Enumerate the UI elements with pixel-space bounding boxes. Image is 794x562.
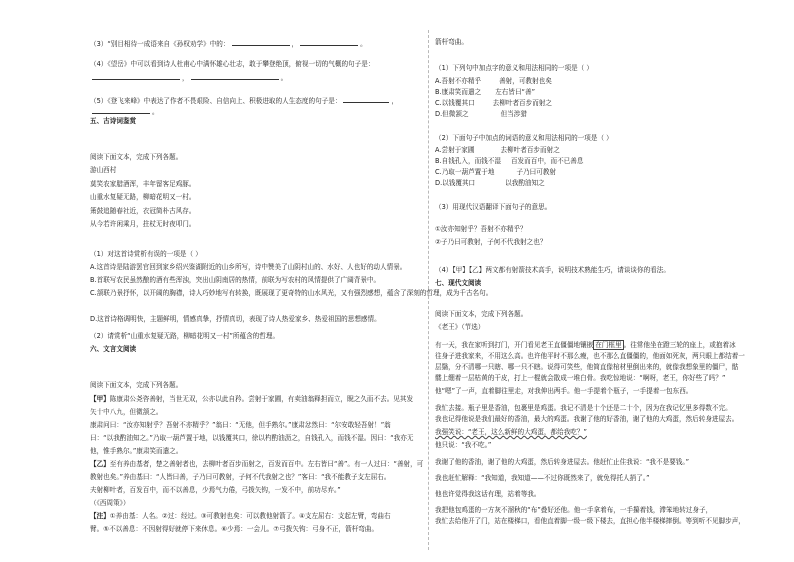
passage-source: （《西周策》） xyxy=(90,499,130,507)
option-d[interactable]: D.以钱覆其口 以我酌油知之 xyxy=(435,179,545,187)
poem-line: 莫笑农家腊酒浑，丰年留客足鸡豚。 xyxy=(90,180,196,188)
paragraph-line: 我也赶忙解释：“我知道，我知道——不过你既然来了，就免得托人捎了。” xyxy=(435,474,650,482)
wavy-underlined-line: 我强笑说：“老王，这么新鲜的大鸡蛋，都给我吃？” xyxy=(435,428,587,436)
section-6-intro: 阅读下面文本，完成下列各题。 xyxy=(90,381,183,389)
poem-line: 从今若许闲乘月，拄杖无时夜叩门。 xyxy=(90,220,196,228)
answer-blank[interactable] xyxy=(300,38,358,46)
poem-question-2: （2）请赏析“山重水复疑无路，柳暗花明又一村”所蕴含的哲理。 xyxy=(90,332,280,340)
passage-line: 矢十中八九，但微颔之。 xyxy=(90,408,163,416)
option-b[interactable]: B.首联写农民虽然酿的酒有些浑浊，突出山阴南居的热情，前联为写农村的风情提供了广阔背景中。 xyxy=(90,276,381,284)
paragraph-line: 髅上绷着一层枯黄的干皮，打上一棍就会散成一堆白骨。我吃惊地说：“啊呀，老王，你好些了吗？” xyxy=(435,374,726,382)
option-c[interactable]: C.颔联乃景抒怀，以开阔的胸襟，诗人巧妙地写有转换，既展现了更奇特的山水风光，又有强烈感想，蕴含了深刻的哲理，成为千古名句。 xyxy=(90,289,493,297)
passage-jia: 【甲】陈康肃公尧咨善射，当世无双，公亦以此自矜。尝射于家圃，有卖油翁释担而立，睨之久而不去。见其发 xyxy=(90,395,414,403)
question-4: （4）《望岳》中可以看到诗人杜甫心中满怀雄心壮志，敢于攀登绝顶，俯视一切的气概的句子是： xyxy=(90,60,375,68)
paragraph-line: 往身子进我家来，不用这么高。也许他平时不那么瘦，也不那么直僵僵的，他面如死灰，两只眼上都结着一 xyxy=(435,352,745,360)
poem-question-1: （1）对这首诗赏析有误的一项是（ ） xyxy=(90,250,202,258)
question-2: （2）下面句子中加点的词语的意义和用法相同的一项是（ ） xyxy=(435,134,613,142)
translate-item: ②子乃曰可教射，子何不代我射之也？ xyxy=(435,238,547,246)
question-4: （4）【甲】【乙】两文都有射箭技术高手，说明技术熟能生巧，请谈谈你的看法。 xyxy=(435,266,670,274)
option-d[interactable]: D.但微颔之 但当涉猎 xyxy=(435,110,527,118)
answer-blank[interactable] xyxy=(92,72,180,80)
option-a[interactable]: A.吾射不亦精乎 善射，可教射也矣 xyxy=(435,77,552,85)
question-5: （5）《登飞来峰》中表达了作者不畏艰险、自信向上、积极进取的人生态度的句子是： ， xyxy=(90,97,399,105)
option-b[interactable]: B.自钱孔入，而钱不湿 百发而百中，而不已善息 xyxy=(435,157,584,165)
paragraph-line: 层翳，分不清哪一只瞎、哪一只不瞎。说得可笑些，他简直像棺材里倒出来的，就像我想象里的僵尸，骷 xyxy=(435,363,739,371)
answer-blank[interactable] xyxy=(191,72,279,80)
paragraph-line: 我把他包鸡蛋的一方灰不溜秋的“布”叠好还他。他一手拿着布，一手攥着钱，滞笨地转过身子， xyxy=(435,506,713,514)
answer-blank[interactable] xyxy=(343,95,389,103)
paragraph-line: 我也记得他说是我们最好的香油，最大的鸡蛋。我谢了他的好香油，谢了他的大鸡蛋，然后转身进屋去。 xyxy=(435,415,739,423)
answer-blank[interactable] xyxy=(232,38,290,46)
column-divider xyxy=(428,30,429,550)
question-1: （1）下列句中加点字的意义和用法相同的一项是（ ） xyxy=(435,64,593,72)
paragraph-line: 我忙去给他开了门，站在楼梯口，看他直着脚一级一级下楼去，直担心他半楼梯摔倒。等到听不见脚步声， xyxy=(435,517,745,525)
article-title: 《老王》（节选） xyxy=(435,323,485,331)
paragraph-line: 他也许觉得我这话有理，站着等我。 xyxy=(435,490,541,498)
question-3: （3）用现代汉语翻译下面句子的意思。 xyxy=(435,203,552,211)
passage-line: 康肃问曰：“汝亦知射乎？吾射不亦精乎？”翁曰：“无他，但手熟尔。”康肃忿然曰：“尔安敢轻吾射！”翁 xyxy=(90,421,391,429)
paragraph-line: 我忙去接。瓶子里是香油，包裹里是鸡蛋。我记不清是十个还是二十个，因为在我记忆里多得数不完。 xyxy=(435,404,732,412)
section-7-title: 七、现代文阅读 xyxy=(435,279,482,287)
option-a[interactable]: A.尝射于家圃 去柳叶者百步而射之 xyxy=(435,146,560,154)
passage-yi: 【乙】至有养由基者，楚之善射者也，去柳叶者百步而射之，百发而百中。左右皆曰“善”。有一人过曰：“善射，可 xyxy=(90,460,424,468)
section-5-title: 五、古诗词鉴赏 xyxy=(90,117,137,125)
paragraph-line: 有一天，我在家听到打门，开门看见老王直僵僵地镶嵌 在门框里 。往常他坐在蹬三轮的座上，或抱着冰 xyxy=(435,341,736,349)
question-4-blanks: ， 。 xyxy=(90,72,287,83)
option-c[interactable]: C.乃取一葫芦置于地 子乃曰可教射 xyxy=(435,168,557,176)
poem-line: 山重水复疑无路，柳暗花明又一村。 xyxy=(90,193,196,201)
poem-line: 箫鼓追随春社近，衣冠简朴古风存。 xyxy=(90,207,196,215)
passage-line: 夫射柳叶者，百发百中，而不以善息，少焉气力倦，弓拨矢钩，一发不中，前功尽弃。” xyxy=(90,486,341,494)
paragraph-line: 他只说：“我不吃。” xyxy=(435,441,492,449)
passage-line: 教射也矣。”养由基曰：“人皆曰善，子乃曰可教射，子何不代我射之也？”客曰：“我不能教子支左屈右。 xyxy=(90,473,391,481)
question-5-blank: 。 xyxy=(90,106,159,117)
translate-item: ①汝亦知射乎？吾射不亦精乎？ xyxy=(435,225,527,233)
continued-line: 箭杆弯曲。 xyxy=(435,38,468,46)
option-a[interactable]: A.这首诗是陆游罢官回到家乡绍兴鉴湖附近的山乡所写，诗中赞美了山阴村山的、水好、人也好的动人情景。 xyxy=(90,263,407,271)
option-b[interactable]: B.康肃笑而遣之 左右皆曰“善” xyxy=(435,88,535,96)
question-3: （3）“别目相待一成语来自《孙权劝学》中的： ， 。 xyxy=(90,40,367,48)
notes-line: 臂。⑤不以善息：不因射得好就停下来休息。⑥少焉：一会儿。⑦弓拨矢钩：弓身不正，箭杆弯曲。 xyxy=(90,525,379,533)
passage-line: 曰：“以我酌油知之。”乃取一葫芦置于地，以钱覆其口，徐以杓酌油沥之，自钱孔入，而钱不湿。因曰：“我亦无 xyxy=(90,434,414,442)
paragraph-line: 他“嗯”了一声，直着脚往里走，对我伸出两手。他一手提着个瓶子，一手提着一包东西。 xyxy=(435,387,693,395)
passage-line: 他，惟手熟尔。”康肃笑而遣之。 xyxy=(90,447,183,455)
option-d[interactable]: D.这首诗格调明快，主题鲜明，情感真挚，抒情真切，表现了诗人热爱家乡、热爱祖国的思想感情。 xyxy=(90,315,381,323)
poem-title: 游山西村 xyxy=(90,166,117,174)
option-c[interactable]: C.以钱覆其口 去柳叶者百步而射之 xyxy=(435,99,553,107)
notes: 【注】①养由基：人名。②过：经过。③可教射也矣：可以教他射箭了。④支左屈右：支起左臂，弯曲右 xyxy=(90,512,391,520)
section-6-title: 六、文言文阅读 xyxy=(90,345,137,353)
answer-blank[interactable] xyxy=(92,106,150,114)
section-5-intro: 阅读下面文本，完成下列各题。 xyxy=(90,153,183,161)
section-7-intro: 阅读下面文本，完成下列各题。 xyxy=(435,310,528,318)
boxed-text: 在门框里 xyxy=(595,341,622,349)
paragraph-line: 我谢了他的香油，谢了他的大鸡蛋，然后转身进屋去。他赶忙止住我说：“我不是要钱。” xyxy=(435,458,690,466)
